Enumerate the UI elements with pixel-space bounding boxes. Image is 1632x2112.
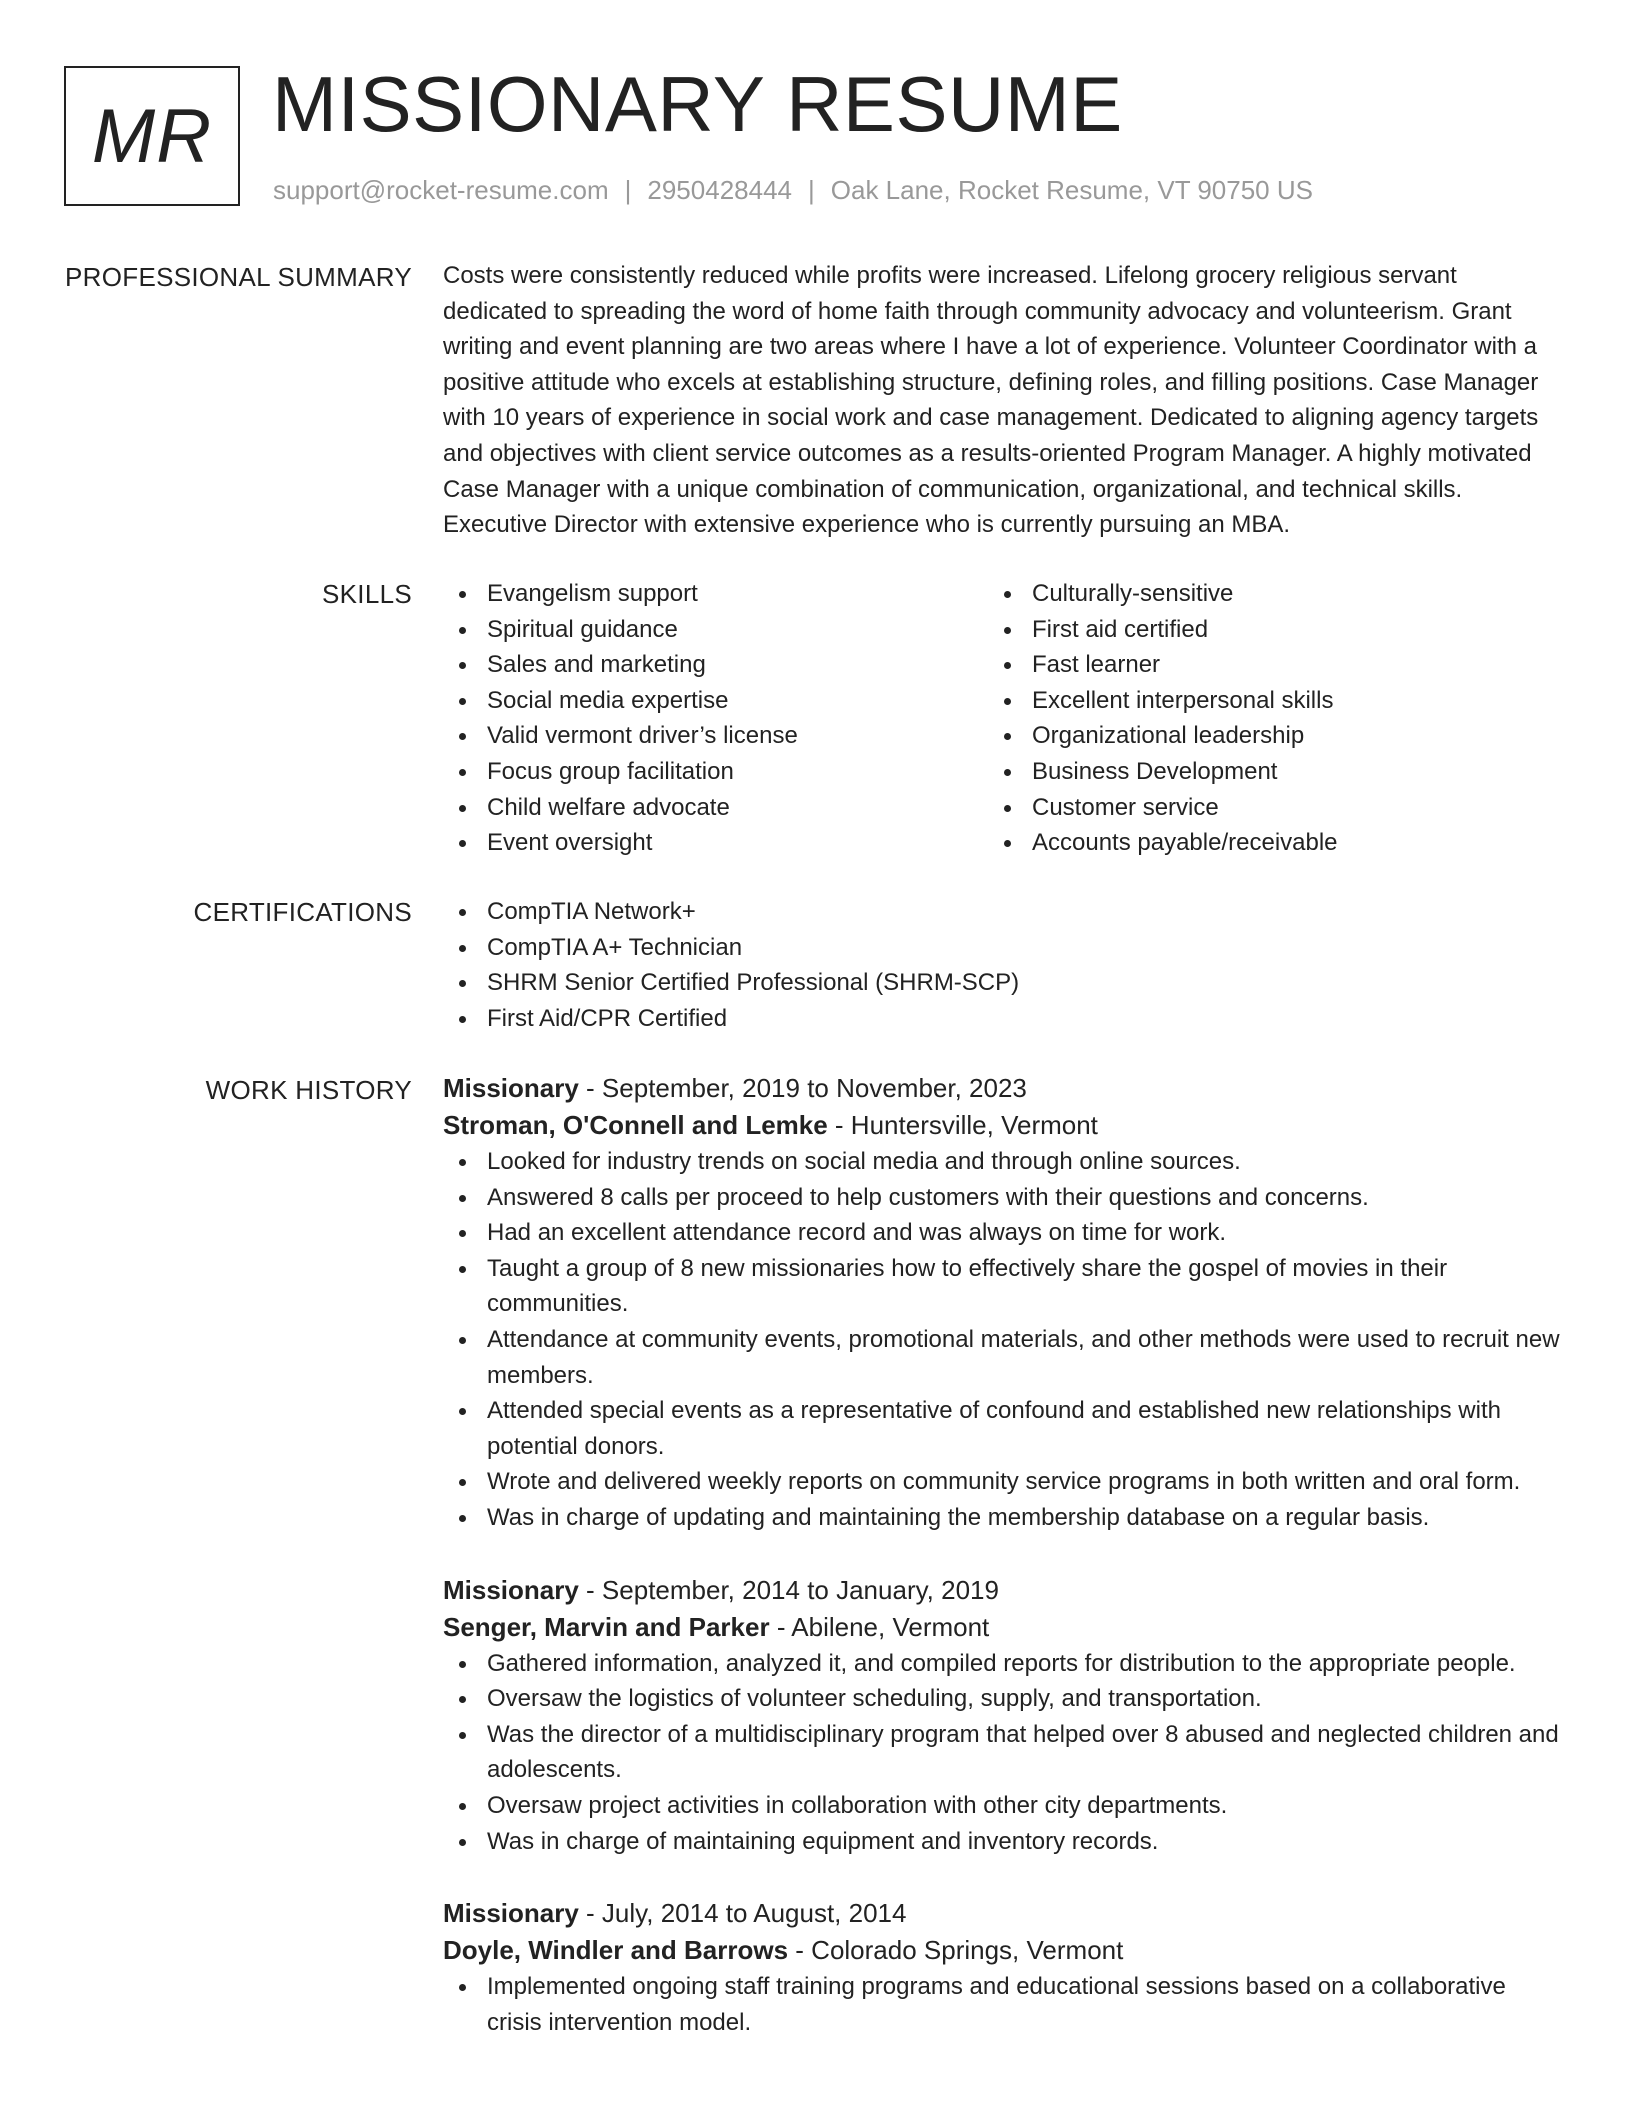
skill-item: Focus group facilitation <box>443 754 988 790</box>
skill-item: Event oversight <box>443 825 988 861</box>
skill-item: Culturally-sensitive <box>988 576 1533 612</box>
job-bullet: Was in charge of updating and maintaining the membership database on a regular basis. <box>443 1500 1563 1536</box>
job-bullets <box>443 1969 1563 2040</box>
skill-item: Valid vermont driver’s license <box>443 718 988 754</box>
contact-email[interactable]: support@rocket-resume.com <box>273 175 609 205</box>
job-bullets <box>443 1144 1563 1536</box>
skills-heading: SKILLS <box>322 579 412 609</box>
job-title-line <box>443 1070 1563 1107</box>
job-bullets <box>443 1646 1563 1860</box>
contact-line <box>273 172 1313 208</box>
job-company-line <box>443 1932 1563 1969</box>
summary-heading: PROFESSIONAL SUMMARY <box>65 262 412 292</box>
contact-address: Oak Lane, Rocket Resume, VT 90750 US <box>830 175 1313 205</box>
job-title-line <box>443 1895 1563 1932</box>
job-bullet: Looked for industry trends on social media and through online sources. <box>443 1144 1563 1180</box>
job-location: - Huntersville, Vermont <box>827 1110 1098 1140</box>
skill-item: Evangelism support <box>443 576 988 612</box>
job-dates: - September, 2019 to November, 2023 <box>578 1073 1027 1103</box>
job-bullet: Was the director of a multidisciplinary program that helped over 8 abused and neglected children and adolescents. <box>443 1717 1563 1788</box>
job-title-line <box>443 1572 1563 1609</box>
job-bullet: Was in charge of maintaining equipment and inventory records. <box>443 1824 1563 1860</box>
job-bullet: Had an excellent attendance record and was always on time for work. <box>443 1215 1563 1251</box>
job-bullet: Gathered information, analyzed it, and compiled reports for distribution to the appropriate people. <box>443 1646 1563 1682</box>
skill-item: Fast learner <box>988 647 1533 683</box>
job-bullet: Attended special events as a representative of confound and established new relationships with potential donors. <box>443 1393 1563 1464</box>
summary-text: Costs were consistently reduced while profits were increased. Lifelong grocery religious servant dedicated to spreading the word of home faith through community advocacy and volunteerism. Grant writing and event planning are two areas where I have a lot of experience. Volunteer Coordinator with a positive attitude who excels at establishing structure, defining roles, and filling positions. Case Manager with 10 years of experience in social work and case management. Dedicated to aligning agency targets and objectives with client service outcomes as a results-oriented Program Manager. A highly motivated Case Manager with a unique combination of communication, organizational, and technical skills. Executive Director with extensive experience who is currently pursuing an MBA. <box>443 262 1539 539</box>
contact-separator: | <box>624 175 632 205</box>
job-location: - Colorado Springs, Vermont <box>788 1935 1124 1966</box>
job-bullet: Answered 8 calls per proceed to help customers with their questions and concerns. <box>443 1180 1563 1216</box>
certification-item: SHRM Senior Certified Professional (SHRM-SCP) <box>443 965 1563 1001</box>
job-location: - Abilene, Vermont <box>769 1611 990 1642</box>
job-entry <box>443 1895 1563 2040</box>
skill-item: Business Development <box>988 754 1533 790</box>
certifications-list <box>443 894 1563 1036</box>
skill-item: Organizational leadership <box>988 718 1533 754</box>
job-dates: - September, 2014 to January, 2019 <box>578 1574 999 1605</box>
skill-item: First aid certified <box>988 612 1533 648</box>
certification-item: First Aid/CPR Certified <box>443 1001 1563 1037</box>
skill-item: Spiritual guidance <box>443 612 988 648</box>
skill-item: Accounts payable/receivable <box>988 825 1533 861</box>
contact-phone[interactable]: 2950428444 <box>647 175 792 205</box>
certifications-heading: CERTIFICATIONS <box>193 897 412 927</box>
skill-item: Customer service <box>988 790 1533 826</box>
job-company: Stroman, O'Connell and Lemke <box>443 1110 828 1140</box>
job-bullet: Taught a group of 8 new missionaries how to effectively share the gospel of movies in their communities. <box>443 1251 1563 1322</box>
job-dates: - July, 2014 to August, 2014 <box>578 1898 907 1929</box>
job-company-line <box>443 1107 1563 1144</box>
skills-list-right <box>988 576 1533 861</box>
job-bullet: Attendance at community events, promotional materials, and other methods were used to recruit new members. <box>443 1322 1563 1393</box>
work-history-heading: WORK HISTORY <box>205 1075 412 1105</box>
skill-item: Social media expertise <box>443 683 988 719</box>
contact-separator: | <box>808 175 815 205</box>
job-bullet: Wrote and delivered weekly reports on community service programs in both written and oral form. <box>443 1464 1563 1500</box>
certification-item: CompTIA Network+ <box>443 894 1563 930</box>
skill-item: Sales and marketing <box>443 647 988 683</box>
job-bullet: Oversaw the logistics of volunteer scheduling, supply, and transportation. <box>443 1681 1563 1717</box>
job-company-line <box>443 1609 1563 1646</box>
job-company: Senger, Marvin and Parker <box>443 1611 770 1642</box>
job-title: Missionary <box>443 1073 579 1103</box>
skills-list-left <box>443 576 988 861</box>
skill-item: Child welfare advocate <box>443 790 988 826</box>
job-bullet: Implemented ongoing staff training programs and educational sessions based on a collaborative crisis intervention model. <box>443 1969 1563 2040</box>
resume-name: MISSIONARY RESUME <box>272 60 1123 148</box>
skill-item: Excellent interpersonal skills <box>988 683 1533 719</box>
job-title: Missionary <box>443 1574 579 1605</box>
monogram-logo: MR <box>64 66 240 206</box>
job-bullet: Oversaw project activities in collaboration with other city departments. <box>443 1788 1563 1824</box>
job-company: Doyle, Windler and Barrows <box>443 1935 789 1966</box>
job-entry <box>443 1572 1563 1860</box>
job-entry <box>443 1070 1563 1536</box>
certification-item: CompTIA A+ Technician <box>443 930 1563 966</box>
job-title: Missionary <box>443 1898 579 1929</box>
